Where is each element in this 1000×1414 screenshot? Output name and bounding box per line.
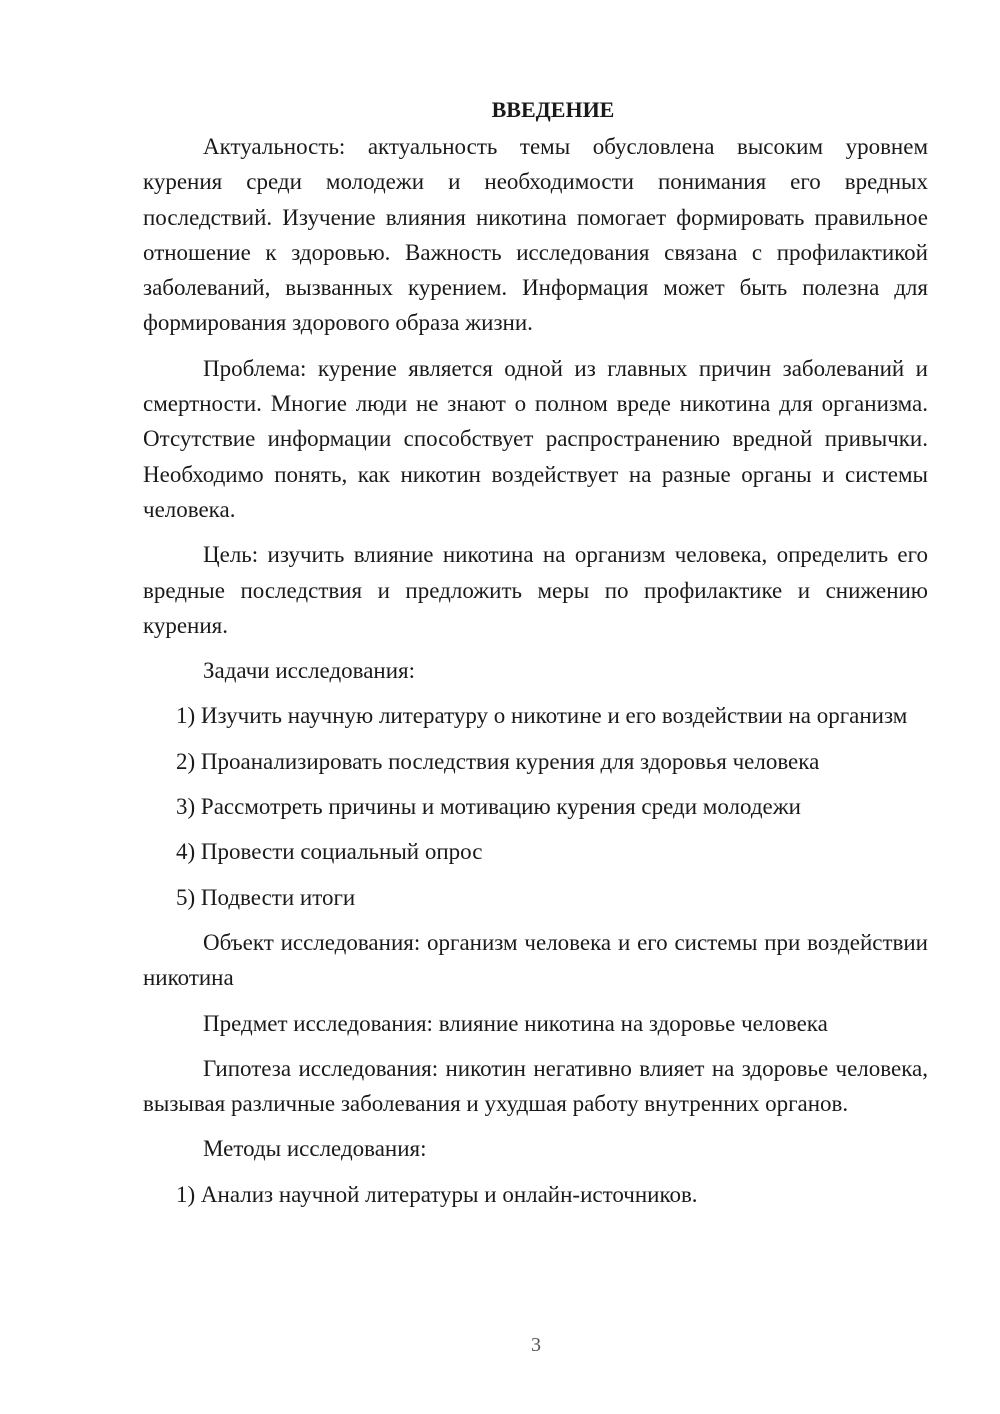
- hypothesis-paragraph: Гипотеза исследования: никотин негативно влияет на здоровье человека, вызывая различные заболевания и ухудшая работу внутренних органов.: [143, 1055, 928, 1117]
- section-title: ВВЕДЕНИЕ: [491, 97, 615, 122]
- task-item-4: 4) Провести социальный опрос: [176, 839, 483, 865]
- task-item-1: 1) Изучить научную литературу о никотине и его воздействии на организм: [176, 703, 908, 729]
- goal-paragraph: Цель: изучить влияние никотина на организм человека, определить его вредные последствия и предложить меры по профилактике и снижению курения.: [143, 542, 928, 638]
- tasks-heading: Задачи исследования:: [203, 658, 416, 684]
- task-item-3: 3) Рассмотреть причины и мотивацию курения среди молодежи: [176, 794, 801, 820]
- subject-paragraph: Предмет исследования: влияние никотина на здоровье человека: [203, 1010, 828, 1036]
- methods-heading: Методы исследования:: [203, 1136, 427, 1162]
- task-item-5: 5) Подвести итоги: [176, 884, 356, 910]
- object-paragraph: Объект исследования: организм человека и его системы при воздействии никотина: [143, 929, 928, 991]
- problem-paragraph: Проблема: курение является одной из главных причин заболеваний и смертности. Многие люди не знают о полном вреде никотина для организма. Отсутствие информации способствует распространению вредной привычки. Необходимо понять, как никотин воздействует на разные органы и системы человека.: [143, 355, 928, 522]
- page-number: 3: [531, 1334, 541, 1356]
- page-content: [143, 92, 928, 1222]
- relevance-paragraph: Актуальность: актуальность темы обусловлена высоким уровнем курения среди молодежи и необходимости понимания его вредных последствий. Изучение влияния никотина помогает формировать правильное отношение к здоровью. Важность исследования связана с профилактикой заболеваний, вызванных курением. Информация может быть полезна для формирования здорового образа жизни.: [143, 134, 928, 336]
- task-item-2: 2) Проанализировать последствия курения для здоровья человека: [176, 748, 820, 774]
- method-item-1: 1) Анализ научной литературы и онлайн-источников.: [176, 1181, 698, 1207]
